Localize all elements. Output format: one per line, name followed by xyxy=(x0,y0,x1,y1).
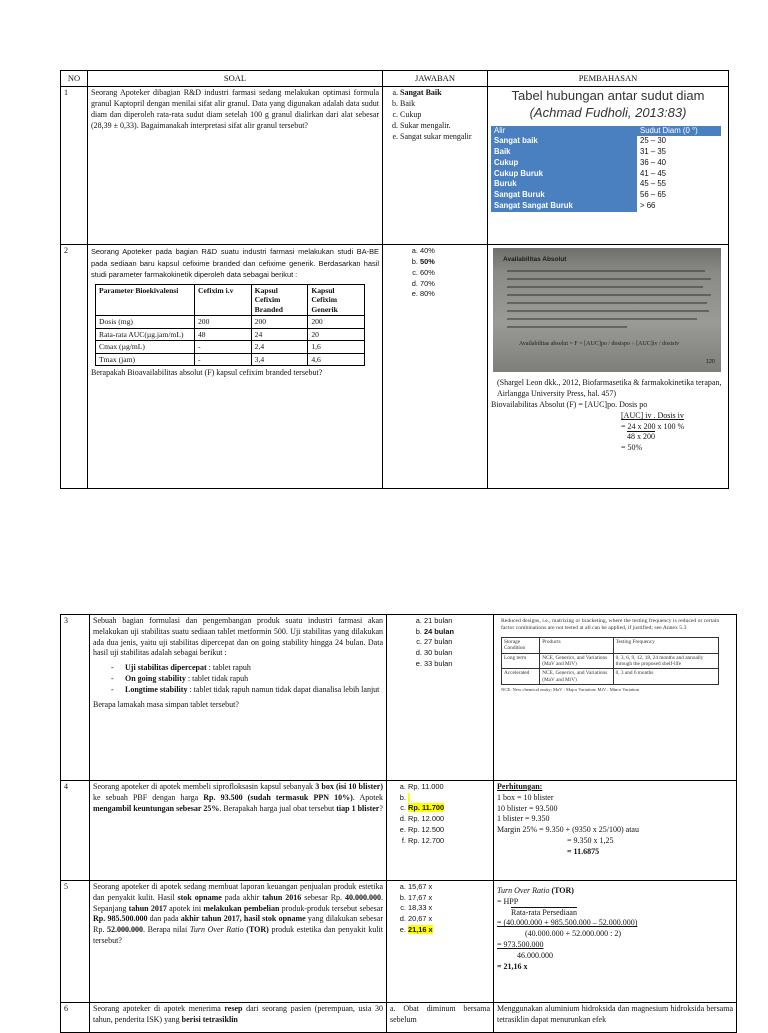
option-e: e. 33 bulan xyxy=(424,659,490,670)
question-ask: Berapakah Bioavailabilitas absolut (F) kapsul cefixim branded tersebut? xyxy=(91,368,323,378)
sudut-diam-table: Alir Sudut Diam (0 °) Sangat baik 25 – 30 Baik 31 – 35 Cukup 36 – 40 Cukup Buruk 41 – 45 Buruk 45 – 55 Sangat Buruk 56 – 65 Sangat Sangat Buruk > 66 xyxy=(491,126,721,212)
option-d: d. 70% xyxy=(420,279,484,290)
question-row-4 xyxy=(61,781,737,881)
option-a: a. 40% xyxy=(420,246,484,257)
question-text: Seorang Apoteker pada bagian R&D suatu industri farmasi melakukan studi BA-BE pada sediaan baru kapsul cefixime branded dan cefixime generik. Berdasarkan hasil studi parameter farmakokinetik diperoleh data sebagai berikut : Parameter Bioekivalensi Cefixim i.v Kapsul Cefixim Branded Kapsul Cefixim Generik Dosis (mg) 200 200 200 Rata-rata AUC(µg.jam/mL) 48 24 20 Cmax (µg/mL) - 2,4 1,6 Tmax (jam) - 3,4 4,6 Berapakah Bioavailabilitas absolut (F) kapsul cefixim branded tersebut? xyxy=(88,245,383,489)
option-e: e. Rp. 12.500 xyxy=(408,825,490,836)
sudut-table-title: Tabel hubungan antar sudut diam xyxy=(511,88,705,104)
exam-table-top xyxy=(60,70,729,489)
question-number: 2 xyxy=(61,245,88,489)
answer-options xyxy=(383,87,488,245)
reference: (Shargel Leon dkk., 2012, Biofarmasetika & farmakokinetika terapan, Airlangga University Press, hal. 457) xyxy=(497,378,722,399)
question-row-1 xyxy=(61,87,729,245)
option-d: d. 20,67 x xyxy=(408,914,490,925)
guideline-excerpt: Reduced designs, i.e., matrixing or bracketing, where the testing frequency is reduced or certain factor combinations are not tested at all can be applied, if justified; see Annex 5.3 Storage Condition Products Testing Frequency Long term NCE, Generics, and Variations (MaV and MiV) 0, 3, 6, 9, 12, 18, 24 months and annually through the proposed shelf-life Accelerated NCE, Generics, and Variations (MaV and MiV) 0, 3 and 6 months NCE: New chemical entity; MaV : Major Variation; MiV : Minor Variation xyxy=(501,618,720,692)
explanation: Turn Over Ratio (TOR) = HPP Rata-rata Persediaan = (40.000.000 + 985.500.000 – 52.000.000) (40.000.000 + 52.000.000 : 2) = 973.500.000 46.000.000 = 21,16 x xyxy=(494,881,737,1003)
pk-table: Parameter Bioekivalensi Cefixim i.v Kapsul Cefixim Branded Kapsul Cefixim Generik Dosis (mg) 200 200 200 Rata-rata AUC(µg.jam/mL) 48 24 20 Cmax (µg/mL) - 2,4 1,6 Tmax (jam) - 3,4 4,6 xyxy=(95,284,365,366)
question-row-2 xyxy=(61,245,729,489)
answer-options xyxy=(387,881,494,1003)
option-a: a. Obat diminum bersama sebelum xyxy=(390,1004,490,1024)
option-d: d. 30 bulan xyxy=(424,648,490,659)
question-text: Seorang Apoteker dibagian R&D industri farmasi sedang melakukan optimasi formula granul Kaptopril dengan menilai sifat alir granul. Data yang digunakan adalah data sudut diam dan diperoleh rata-rata sudut diam setelah 100 g granul dialirkan dari alat sebesar (28,39 ± 0,33). Bagaimanakah interpretasi sifat alir granul tersebut? xyxy=(88,87,383,245)
sudut-table-source: (Achmad Fudholi, 2013:83) xyxy=(529,105,687,121)
option-c: c. 27 bulan xyxy=(424,637,490,648)
option-c: c. Cukup xyxy=(400,110,484,121)
stability-list: - Uji stabilitas dipercepat : tablet rapuh - On going stability : tablet tidak rapuh - Longtime stability : tablet tidak rapuh namun tidak dapat dianalisa lebih lanjut xyxy=(125,663,383,695)
explanation: Menggunakan aluminium hidroksida dan magnesium hidroksida bersama tetrasiklin dapat menurunkan efek xyxy=(494,1003,737,1033)
question-text: Seorang apoteker di apotek sedang membuat laporan keuangan penjualan produk estetika dan penyakit kulit. Hasil stok opname pada akhir tahun 2016 sebesar Rp. 40.000.000. Sepanjang tahun 2017 apotek ini melakukan pembelian produk-produk tersebut sebesar Rp. 985.500.000 dan pada akhir tahun 2017, hasil stok opname yang dilakukan sebesar Rp. 52.000.000. Berapa nilai Turn Over Ratio (TOR) produk estetika dan penyakit kulit tersebut? xyxy=(90,881,387,1003)
option-e: e. 80% xyxy=(420,289,484,300)
question-row-5 xyxy=(61,881,737,1003)
sudut-head-sudut: Sudut Diam (0 °) xyxy=(637,126,721,137)
question-number: 3 xyxy=(61,615,90,781)
answer-options xyxy=(387,1003,494,1033)
question-text: Sebuah bagian formulasi dan pengembangan produk suatu industri farmasi akan melakukan uji stabilitas suatu sediaan tablet metformin 500. Uji stabilitas yang dilakukan ada dua jenis, yaitu uji stabilitas dipercepat dan on going stability hingga 24 bulan. Data hasil uji stabilitas adalah sebagai berikut : - Uji stabilitas dipercepat : tablet rapuh - On going stability : tablet tidak rapuh - Longtime stability : tablet tidak rapuh namun tidak dapat dianalisa lebih lanjut Berapa lamakah masa simpan tablet tersebut? xyxy=(90,615,387,781)
option-a: a. 21 bulan xyxy=(424,616,490,627)
option-f: f. Rp. 12.700 xyxy=(408,836,490,847)
header-soal: SOAL xyxy=(88,71,383,87)
explanation xyxy=(494,615,737,781)
calc-line-1: Biovailabilitas Absolut (F) = [AUC]po. Dosis po xyxy=(491,400,648,410)
option-b: b. Baik xyxy=(400,99,484,110)
option-b: b. 17,67 x xyxy=(408,893,490,904)
option-d: d. Rp. 12.000 xyxy=(408,814,490,825)
option-a: a. Sangat Baik xyxy=(400,88,484,99)
option-c: c. 18,33 x xyxy=(408,903,490,914)
exam-table-bottom xyxy=(60,614,737,1033)
question-text: Seorang apoteker di apotek menerima resep dari seorang pasien (perempuan, usia 30 tahun, penderita ISK) yang berisi tetrasiklin xyxy=(90,1003,387,1033)
option-c: c. Rp. 11.700 xyxy=(408,803,490,814)
answer-options xyxy=(387,781,494,881)
question-number: 4 xyxy=(61,781,90,881)
option-e: e. 21,16 x xyxy=(408,925,490,936)
option-d: d. Sukar mengalir. xyxy=(400,121,484,132)
option-e: e. Sangat sukar mengalir xyxy=(400,132,484,143)
explanation xyxy=(488,87,729,245)
option-a: a. 15,67 x xyxy=(408,882,490,893)
calc-title: Perhitungan: xyxy=(497,782,543,791)
calc-line-5: = 50% xyxy=(621,443,643,453)
question-row-6 xyxy=(61,1003,737,1033)
answer-options xyxy=(387,615,494,781)
calc-line-4: 48 x 200 xyxy=(627,432,655,442)
calc-line-2: [AUC] iv . Dosis iv xyxy=(621,410,684,420)
option-a: a. Rp. 11.000 xyxy=(408,782,490,793)
answer-options xyxy=(383,245,488,489)
question-ask: Berapa lamakah masa simpan tablet tersebut? xyxy=(93,699,239,709)
sudut-head-alir: Alir xyxy=(491,126,637,137)
explanation xyxy=(488,245,729,489)
header-jawaban: JAWABAN xyxy=(383,71,488,87)
question-number: 5 xyxy=(61,881,90,1003)
header-pembahasan: PEMBAHASAN xyxy=(488,71,729,87)
calc-line-3: = 24 x 200 x 100 % xyxy=(621,421,685,431)
option-b: b. 50% xyxy=(420,257,484,268)
question-row-3 xyxy=(61,615,737,781)
calc-title: Turn Over Ratio (TOR) xyxy=(497,886,574,895)
option-b: b. 24 bulan xyxy=(424,627,490,638)
option-c: c. 60% xyxy=(420,268,484,279)
header-no: NO xyxy=(61,71,88,87)
question-number: 1 xyxy=(61,87,88,245)
explanation: Perhitungan: 1 box = 10 blister 10 blister = 93.500 1 blister = 9.350 Margin 25% = 9.350 + (9350 x 25/100) atau = 9.350 x 1,25 = 11.6875 xyxy=(494,781,737,881)
question-number: 6 xyxy=(61,1003,90,1033)
textbook-photo: Availabilitas Absolut Availabilitas absolut = F = [AUC]po / dosispo ÷ [AUC]iv / dosisiv 120 xyxy=(493,248,721,372)
question-text: Seorang apoteker di apotek membeli siprofloksasin kapsul sebanyak 3 box (isi 10 blister) ke sebuah PBF dengan harga Rp. 93.500 (sudah termasuk PPN 10%). Apotek mengambil keuntungan sebesar 25%. Berapakah harga jual obat tersebut tiap 1 blister? xyxy=(90,781,387,881)
option-b xyxy=(408,793,490,804)
